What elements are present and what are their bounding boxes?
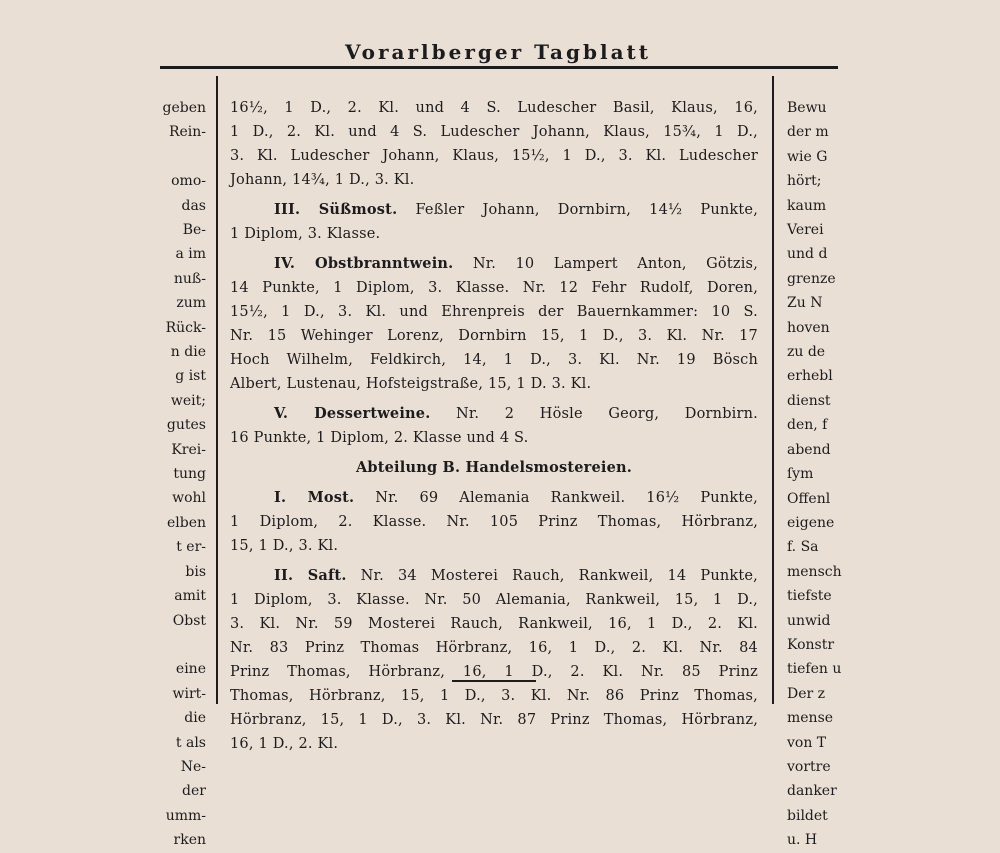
column-fragment-line: zu de — [787, 344, 826, 361]
column-fragment-line: kaum — [787, 197, 827, 214]
column-fragment-line: zum — [176, 295, 206, 312]
column-fragment-line: umm- — [165, 807, 206, 824]
column-fragment-line: Be- — [182, 222, 206, 239]
column-fragment-line: danker — [787, 783, 837, 800]
column-fragment-line: abend — [787, 441, 831, 458]
column-fragment-line: eine — [175, 661, 206, 678]
column-fragment-line: hoven — [787, 319, 830, 336]
text-run: Feßler Johann, Dornbirn, 14½ Punkte, — [397, 202, 759, 218]
text-line: 3. Kl. Nr. 59 Mosterei Rauch, Rankweil, 16, 1 D., 2. Kl. — [230, 616, 758, 632]
column-fragment-line: a im — [175, 246, 206, 263]
column-divider-left — [216, 76, 218, 704]
column-fragment-line: wirt- — [172, 685, 206, 702]
column-fragment-line: die — [184, 710, 206, 727]
text-line: 3. Kl. Ludescher Johann, Klaus, 15½, 1 D., 3. Kl. Ludescher — [230, 148, 758, 164]
text-line — [230, 402, 758, 426]
column-fragment-line: das — [181, 197, 206, 214]
column-fragment-line: geben — [162, 100, 206, 116]
text-line: 1 Diplom, 2. Klasse. Nr. 105 Prinz Thomas, Hörbranz, — [230, 514, 758, 530]
text-line: Albert, Lustenau, Hofsteigstraße, 15, 1 D. 3. Kl. — [230, 376, 592, 392]
column-fragment-line: Bewu — [787, 100, 827, 116]
column-fragment-line: von T — [787, 734, 827, 751]
column-fragment-line: tiefste — [787, 588, 832, 605]
text-run: Nr. 34 Mosterei Rauch, Rankweil, 14 Punkte, — [346, 568, 758, 584]
right-column-fragment — [787, 96, 842, 853]
text-run: Nr. 10 Lampert Anton, Götzis, — [453, 256, 758, 272]
column-fragment-line: wie G — [787, 148, 828, 165]
column-fragment-line: t er- — [176, 539, 206, 556]
column-fragment-line: Zu N — [787, 295, 823, 312]
column-fragment-line: elben — [166, 514, 206, 531]
text-line: 1 Diplom, 3. Klasse. Nr. 50 Alemania, Rankweil, 15, 1 D., — [230, 592, 758, 608]
column-fragment-line: u. H — [787, 832, 818, 849]
column-fragment-line: grenze — [787, 270, 836, 287]
text-run: Nr. 2 Hösle Georg, Dornbirn. — [430, 406, 758, 422]
column-fragment-line: g ist — [175, 368, 206, 385]
text-line: 15, 1 D., 3. Kl. — [230, 538, 339, 554]
section-label: I. Most. — [274, 489, 355, 506]
column-fragment-line: vortre — [787, 758, 831, 775]
column-fragment-line: t als — [175, 734, 206, 751]
column-fragment-line — [158, 145, 206, 169]
paragraph-ludescher — [230, 96, 758, 192]
text-line: Nr. 83 Prinz Thomas Hörbranz, 16, 1 D., 2. Kl. Nr. 84 — [230, 640, 758, 656]
column-fragment-line: tung — [173, 466, 206, 483]
column-fragment-line: Der z — [787, 685, 826, 702]
column-fragment-line: erhebl — [787, 368, 833, 385]
text-line: 1 Diplom, 3. Klasse. — [230, 226, 381, 242]
text-line: Thomas, Hörbranz, 15, 1 D., 3. Kl. Nr. 86 Prinz Thomas, — [230, 688, 758, 704]
section-label: V. Dessertweine. — [274, 405, 431, 422]
column-fragment-line: Verei — [787, 222, 824, 239]
column-fragment-line: hört; — [787, 173, 822, 190]
column-fragment-line: f. Sa — [787, 539, 819, 556]
column-fragment-line: unwid — [787, 612, 831, 629]
column-fragment-line: Konstr — [787, 636, 835, 653]
column-fragment-line: und d — [787, 246, 828, 263]
paragraph-obstbranntwein — [230, 252, 758, 396]
text-line: 14 Punkte, 1 Diplom, 3. Klasse. Nr. 12 Fehr Rudolf, Doren, — [230, 280, 758, 296]
left-column-fragment — [158, 96, 206, 853]
column-fragment-line: Rück- — [165, 319, 206, 336]
paragraph-suessmost — [230, 198, 758, 246]
article-column — [230, 96, 758, 762]
column-fragment-line: dienst — [787, 392, 831, 409]
column-fragment-line: tiefen u — [787, 661, 842, 678]
column-fragment-line: der m — [787, 124, 829, 141]
column-fragment-line: wohl — [172, 490, 206, 507]
column-divider-right — [772, 76, 774, 704]
text-run: Nr. 69 Alemania Rankweil. 16½ Punkte, — [354, 490, 758, 506]
section-label: IV. Obstbranntwein. — [274, 255, 454, 272]
text-line — [230, 198, 758, 222]
paragraph-most — [230, 486, 758, 558]
text-line: Hoch Wilhelm, Feldkirch, 14, 1 D., 3. Kl. Nr. 19 Bösch — [230, 352, 758, 368]
column-fragment-line: omo- — [171, 173, 206, 190]
column-fragment-line: Krei- — [171, 441, 206, 458]
text-line — [230, 252, 758, 276]
section-heading: Abteilung B. Handelsmostereien. — [355, 459, 633, 476]
column-fragment-line: den, f — [787, 417, 828, 434]
column-fragment-line: der — [182, 783, 206, 800]
column-fragment-line: Obst — [172, 612, 206, 629]
text-line: Johann, 14¾, 1 D., 3. Kl. — [230, 172, 415, 188]
column-fragment-line: rken — [173, 832, 206, 849]
column-fragment-line: mensch — [787, 563, 842, 580]
column-fragment-line: mense — [787, 710, 834, 727]
column-fragment-line: nuß- — [173, 270, 206, 287]
text-line: 16, 1 D., 2. Kl. — [230, 736, 339, 752]
paragraph-dessertweine — [230, 402, 758, 450]
column-fragment-line: gutes — [166, 417, 206, 434]
section-label: II. Saft. — [274, 567, 347, 584]
text-line: 1 D., 2. Kl. und 4 S. Ludescher Johann, Klaus, 15¾, 1 D., — [230, 124, 758, 140]
text-line: Nr. 15 Wehinger Lorenz, Dornbirn 15, 1 D., 3. Kl. Nr. 17 — [230, 328, 758, 344]
masthead-rule — [160, 66, 838, 69]
column-fragment-line: bildet — [787, 807, 828, 824]
text-line: 16½, 1 D., 2. Kl. und 4 S. Ludescher Basil, Klaus, 16, — [230, 100, 758, 116]
text-line — [230, 564, 758, 588]
paragraph-saft — [230, 564, 758, 756]
section-heading-block — [230, 456, 758, 480]
column-fragment-line: Rein- — [168, 124, 206, 141]
column-fragment-line: bis — [185, 563, 206, 580]
column-fragment-line: n die — [170, 344, 206, 361]
column-fragment-line: ſym — [787, 466, 814, 483]
column-fragment-line: Offenl — [787, 490, 831, 507]
text-line — [230, 486, 758, 510]
column-fragment-line — [158, 633, 206, 657]
text-line: Hörbranz, 15, 1 D., 3. Kl. Nr. 87 Prinz Thomas, Hörbranz, — [230, 712, 758, 728]
column-fragment-line: weit; — [170, 392, 206, 409]
column-fragment-line: eigene — [787, 514, 835, 531]
article-end-rule — [452, 680, 536, 682]
column-fragment-line: Ne- — [180, 758, 206, 775]
section-label: III. Süßmost. — [274, 201, 398, 218]
masthead-title: Vorarlberger Tagblatt — [344, 40, 652, 64]
text-line: 15½, 1 D., 3. Kl. und Ehrenpreis der Bauernkammer: 10 S. — [230, 304, 758, 320]
text-line: 16 Punkte, 1 Diplom, 2. Klasse und 4 S. — [230, 430, 529, 446]
column-fragment-line: amit — [174, 588, 206, 605]
text-line: Prinz Thomas, Hörbranz, 16, 1 D., 2. Kl. Nr. 85 Prinz — [230, 664, 758, 680]
